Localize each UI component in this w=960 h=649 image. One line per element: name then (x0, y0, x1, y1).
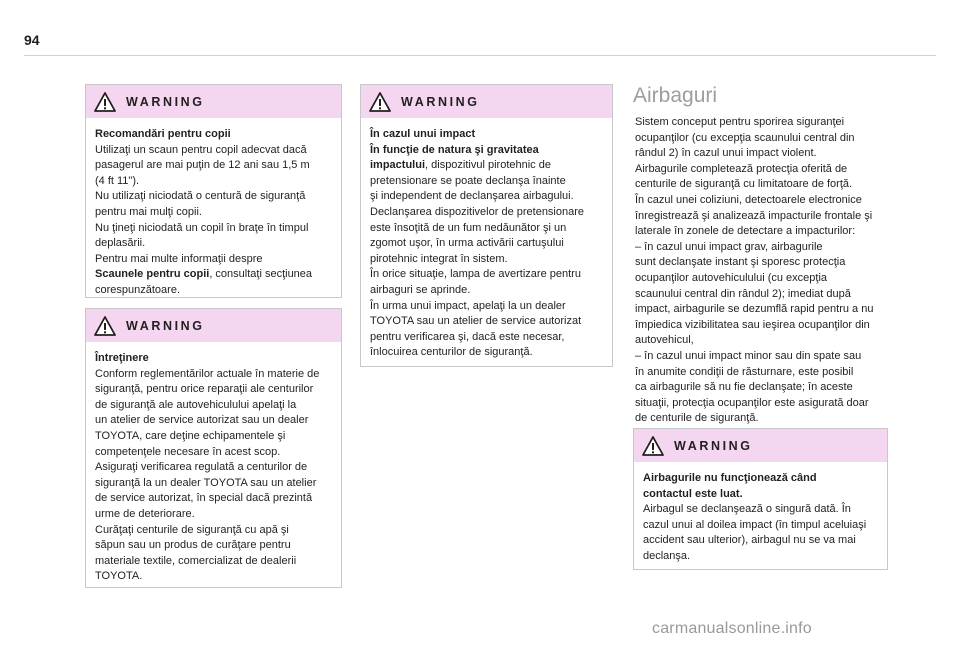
text-line: ocupanţilor (cu excepţia scaunului central din (635, 131, 855, 144)
text-line: un atelier de service autorizat sau un dealer (95, 414, 309, 427)
text-line: centurile de siguranţă cu limitatoare de forţă. (635, 178, 853, 191)
text-line: este însoţită de un fum nedăunător şi un (370, 221, 567, 234)
text-line: de siguranţă ale autovehiculului apelaţi la (95, 398, 297, 411)
text-line: materiale textile, comercializat de dealerii (95, 554, 297, 567)
text-line: Declanşarea dispozitivelor de pretensionare (370, 205, 585, 218)
text-line: În orice situaţie, lampa de avertizare pentru (370, 268, 581, 281)
text-line: ca airbagurile să nu fie declanşate; în aceste (635, 381, 853, 394)
text-line (95, 267, 333, 283)
text-line: înregistrează şi analizează impacturile frontale şi (635, 209, 873, 222)
text-line: cazul unui al doilea impact (în timpul aceluiaşi (643, 518, 867, 531)
text-line: pasagerul are mai puţin de 12 ani sau 1,5 m (95, 159, 310, 172)
text-line: autovehicul, (635, 334, 694, 347)
page-number: 94 (24, 32, 40, 48)
text-line: accident sau ulterior), airbagul nu se va mai (643, 534, 856, 547)
text-line: pirotehnic integrat în sistem. (370, 252, 508, 265)
warning-box-impact (360, 84, 613, 367)
text-line: sunt declanşate instant şi sporesc protecţia (635, 256, 846, 269)
text-line: TOYOTA, care deţine echipamentele şi (95, 429, 286, 442)
warning-triangle-icon (369, 92, 391, 112)
text-line: împiedica vizibilitatea sau ieşirea ocupanţilor din (635, 318, 870, 331)
warning-title: WARNING (126, 94, 205, 109)
text-line: – în cazul unui impact minor sau din spate sau (635, 349, 862, 362)
text-line: laterale în zonele de detectare a impacturilor: (635, 225, 856, 238)
text-span: , consultaţi secţiunea (209, 268, 313, 281)
warning-body (86, 118, 341, 307)
text-line: siguranţă la un dealer TOYOTA sau un atelier (95, 476, 317, 489)
text-line: de centurile de siguranţă. (635, 412, 759, 425)
text-line: Asiguraţi verificarea regulată a centurilor de (95, 461, 308, 474)
text-line: Conform reglementărilor actuale în materie de (95, 367, 320, 380)
warning-header (634, 429, 887, 462)
warning-title: WARNING (126, 318, 205, 333)
warning-box-airbag (633, 428, 888, 570)
text-line: (4 ft 11"). (95, 174, 140, 187)
text-span: , dispozitivul pirotehnic de (425, 159, 551, 172)
text-line: Curăţaţi centurile de siguranţă cu apă şi (95, 523, 289, 536)
text-line: scaunului central din rândul 2); imediat după (635, 287, 851, 300)
text-line: TOYOTA sau un atelier de service autorizat (370, 315, 582, 328)
text-line: Nu ţineţi niciodată un copil în braţe în timpul (95, 221, 309, 234)
cross-reference: Scaunele pentru copii (95, 268, 210, 281)
text-line: airbaguri se aprinde. (370, 283, 471, 296)
warning-body (634, 462, 887, 573)
text-line: TOYOTA. (95, 570, 143, 583)
warning-header (86, 309, 341, 342)
text-line: declanşa. (643, 549, 691, 562)
text-line: Airbagurile completează protecţia oferită de (635, 162, 848, 175)
text-line: corespunzătoare. (95, 283, 180, 296)
text-line: Pentru mai multe informaţii despre (95, 252, 263, 265)
warning-triangle-icon (642, 436, 664, 456)
warning-heading: În cazul unui impact (370, 128, 476, 140)
text-line: săpun sau un produs de curăţare pentru (95, 539, 291, 552)
text-line: Airbagul se declanşează o singură dată. În (643, 503, 851, 516)
text-line: urme de deteriorare. (95, 507, 195, 520)
text-line: – în cazul unui impact grav, airbagurile (635, 240, 823, 253)
text-line: înlocuirea centurilor de siguranţă. (370, 346, 533, 359)
warning-body (361, 118, 612, 369)
text-line: rândul 2) în cazul unui impact violent. (635, 147, 817, 160)
text-line: pentru mai mulţi copii. (95, 205, 202, 218)
text-line: situaţii, protecţia ocupanţilor este asigurată doar (635, 396, 869, 409)
warning-heading: Airbagurile nu funcţionează când (643, 472, 817, 484)
text-line: şi independent de declanşarea airbagului. (370, 190, 574, 203)
warning-heading: Întreţinere (95, 352, 149, 364)
warning-box-child-seats (85, 84, 342, 298)
warning-triangle-icon (94, 92, 116, 112)
text-line: în anumite condiţii de răsturnare, este posibil (635, 365, 854, 378)
text-line: competenţele necesare în acest scop. (95, 445, 281, 458)
text-line: Nu utilizaţi niciodată o centură de siguranţă (95, 190, 306, 203)
text-line: ocupanţilor autovehiculului (cu excepţia (635, 271, 828, 284)
header-divider (24, 55, 936, 56)
text-line: deplasării. (95, 237, 146, 250)
text-span: impactului (370, 159, 426, 172)
text-line: de service autorizat, în special dacă prezintă (95, 492, 313, 505)
text-line: Sistem conceput pentru sporirea siguranţei (635, 116, 845, 128)
text-line: zgomot uşor, în urma activării cartuşului (370, 237, 564, 250)
text-line: pretensionare se poate declanşa înainte (370, 174, 566, 187)
text-line: În cazul unei coliziuni, detectoarele electronice (635, 193, 862, 206)
warning-body (86, 342, 341, 593)
text-line: În funcţie de natura şi gravitatea (370, 143, 539, 156)
warning-heading: contactul este luat. (643, 487, 743, 500)
watermark: carmanualsonline.info (652, 620, 812, 637)
section-body (635, 115, 890, 427)
warning-title: WARNING (401, 94, 480, 109)
warning-title: WARNING (674, 438, 753, 453)
section-title: Airbaguri (633, 84, 718, 107)
text-line: impact, airbagurile se dezumflă rapid pentru a nu (635, 303, 874, 316)
warning-box-maintenance (85, 308, 342, 588)
text-line: În urma unui impact, apelaţi la un dealer (370, 299, 566, 312)
warning-heading: Recomandări pentru copii (95, 128, 231, 140)
warning-header (86, 85, 341, 118)
text-line: siguranţă, pentru orice reparaţii ale centurilor (95, 383, 314, 396)
text-line: pentru verificarea şi, dacă este necesar, (370, 330, 565, 343)
warning-triangle-icon (94, 316, 116, 336)
warning-header (361, 85, 612, 118)
text-line: Utilizaţi un scaun pentru copil adecvat dacă (95, 143, 307, 156)
text-line (370, 158, 604, 174)
